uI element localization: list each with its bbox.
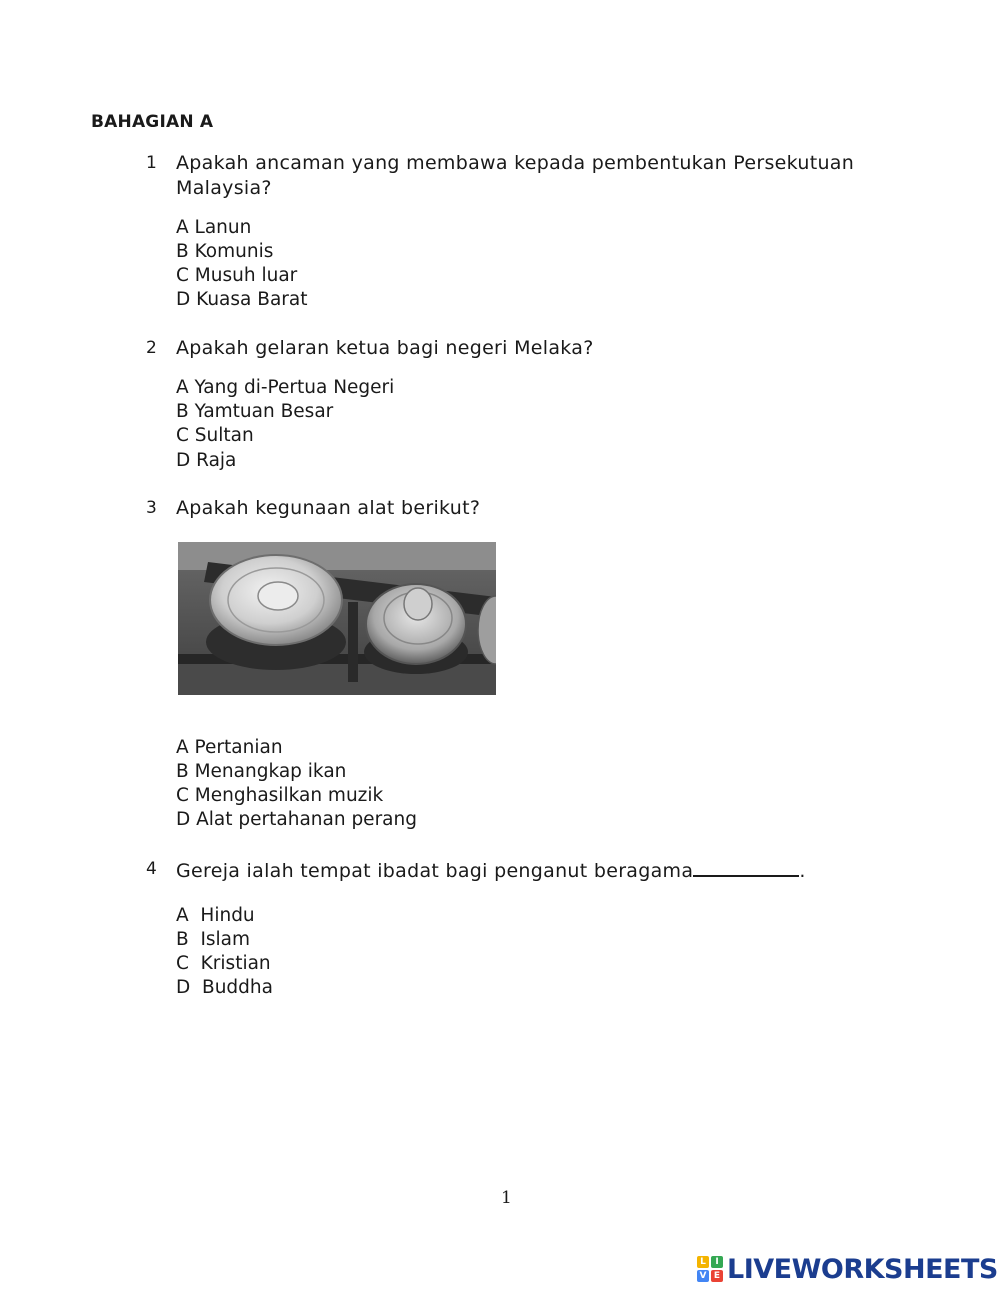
question-1-option-d[interactable]: D Kuasa Barat <box>176 289 308 310</box>
question-1-text <box>176 151 876 201</box>
question-4-text <box>176 856 876 884</box>
page-number: 1 <box>501 1188 512 1208</box>
question-2-option-d[interactable]: D Raja <box>176 450 237 471</box>
question-3-option-c[interactable]: C Menghasilkan muzik <box>176 785 384 806</box>
question-2-option-b[interactable]: B Yamtuan Besar <box>176 401 334 422</box>
question-4-number: 4 <box>146 859 157 879</box>
question-4-stem-end: . <box>799 860 806 882</box>
question-4-option-d[interactable]: D Buddha <box>176 977 273 998</box>
logo-mark-letter: I <box>711 1256 723 1268</box>
question-1-line-1: Apakah ancaman yang membawa kepada pembentukan Persekutuan <box>176 152 855 174</box>
logo-text: LIVEWORKSHEETS <box>727 1253 998 1285</box>
question-2-option-a[interactable]: A Yang di-Pertua Negeri <box>176 377 395 398</box>
logo-mark-letter: E <box>711 1270 723 1282</box>
gong-instrument-photo <box>178 542 496 695</box>
question-4-option-b[interactable]: B Islam <box>176 929 251 950</box>
liveworksheets-logo[interactable] <box>697 1252 998 1286</box>
question-3-option-d[interactable]: D Alat pertahanan perang <box>176 809 417 830</box>
section-title: BAHAGIAN A <box>91 112 214 132</box>
liveworksheets-logo-icon <box>697 1256 723 1282</box>
answer-blank[interactable] <box>693 856 799 877</box>
logo-mark-letter: V <box>697 1270 709 1282</box>
question-3-option-b[interactable]: B Menangkap ikan <box>176 761 347 782</box>
question-1-option-b[interactable]: B Komunis <box>176 241 274 262</box>
question-2-number: 2 <box>146 338 157 358</box>
question-2-text: Apakah gelaran ketua bagi negeri Melaka? <box>176 337 594 359</box>
question-1-number: 1 <box>146 153 157 173</box>
logo-mark-letter: L <box>697 1256 709 1268</box>
question-4-option-c[interactable]: C Kristian <box>176 953 271 974</box>
question-4-stem: Gereja ialah tempat ibadat bagi penganut beragama <box>176 860 694 882</box>
question-3-text: Apakah kegunaan alat berikut? <box>176 497 481 519</box>
question-1-option-a[interactable]: A Lanun <box>176 217 252 238</box>
question-3-number: 3 <box>146 498 157 518</box>
question-2-option-c[interactable]: C Sultan <box>176 425 254 446</box>
question-1-option-c[interactable]: C Musuh luar <box>176 265 298 286</box>
question-1-line-2: Malaysia? <box>176 177 272 199</box>
question-3-option-a[interactable]: A Pertanian <box>176 737 283 758</box>
question-4-option-a[interactable]: A Hindu <box>176 905 255 926</box>
